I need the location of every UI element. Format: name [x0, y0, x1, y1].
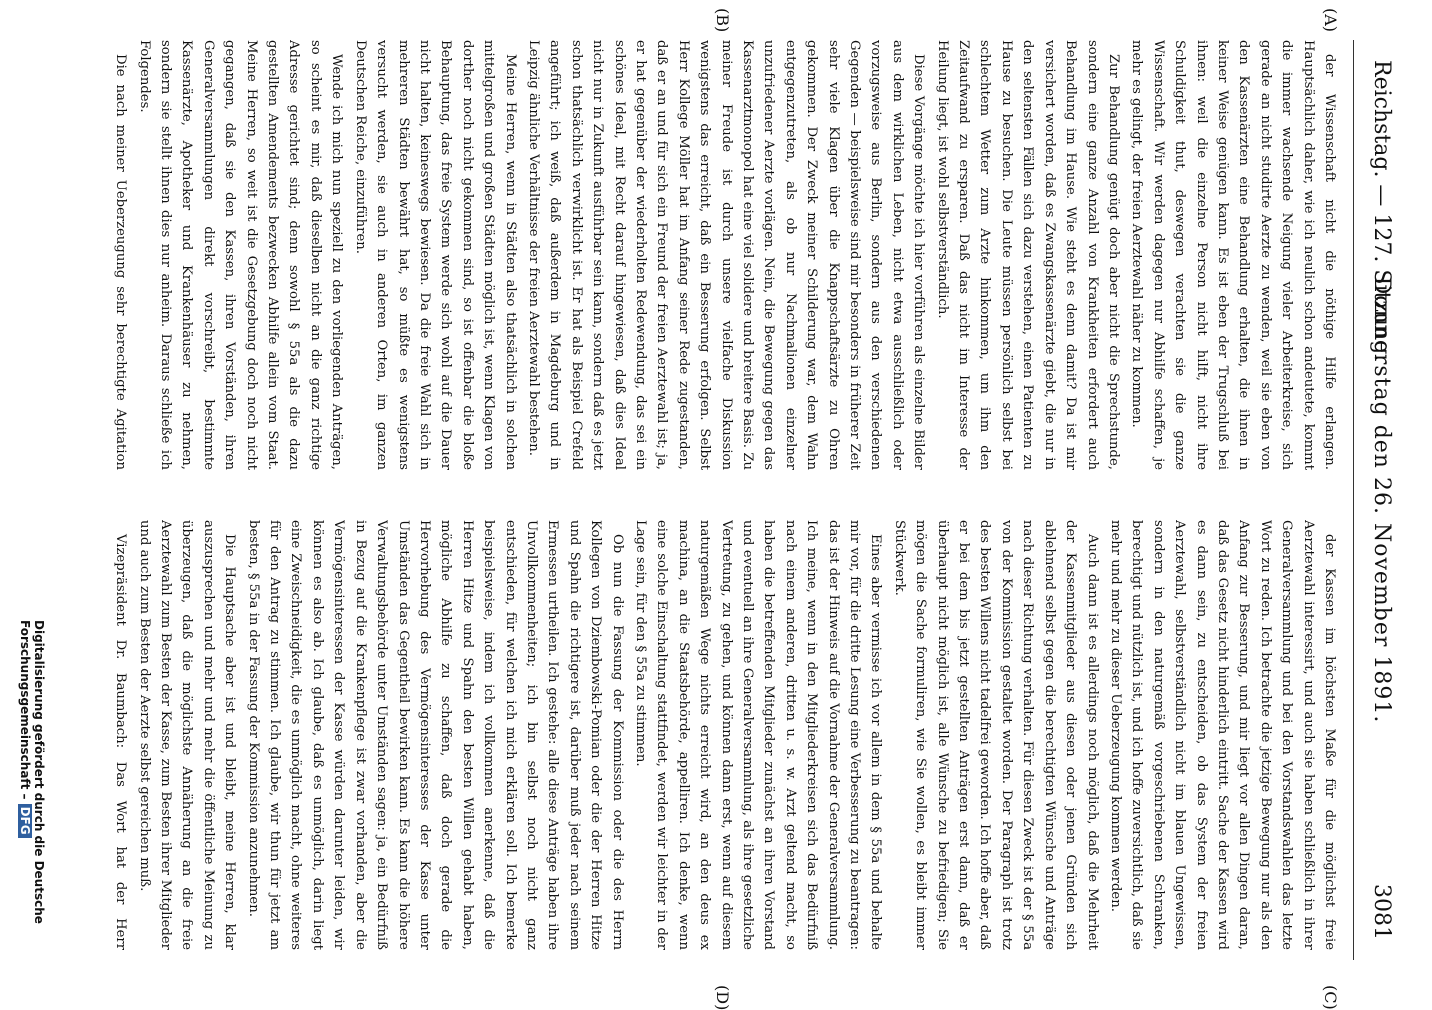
dfg-badge: DFG — [18, 804, 32, 838]
paragraph: Wende ich mich nun speziell zu den vorliegenden Anträgen, so scheint es mir, daß dieselben nicht an die ganz richtige Adresse gerichtet sind; denn sowohl § 55a als die dazu gestellten Amendements bezwecken Abhilfe allein vom Staat. Meine Herren, so weit ist die Gesetzgebung doch noch nicht gegangen, daß sie den Kassen, ihren Vorständen, ihren Generalversammlungen direkt vorschreibt, bestimmte Kassenärzte, Apotheker und Krankenhäuser zu nehmen, sondern sie stellt ihnen dies nur anheim. Daraus schließe ich Folgendes. — [136, 40, 345, 470]
margin-mark-a: (A) — [1321, 8, 1340, 33]
header-date: Donnerstag den 26. November 1891. — [1369, 276, 1394, 724]
page-number: 3081 — [1369, 884, 1394, 940]
paragraph: Ob nun die Fassung der Kommission oder die des Herrn Kollegen von Dziembowski-Pomian oder die der Herren Hitze und Spahn die richtigere ist, darüber muß jeder nach seinem Ermessen urtheilen. Ich gestehe: alle diese Anträge haben ihre Unvollkommenheiten; ich bin selbst noch nicht ganz entschieden, für welchen ich mich erklären soll. Ich bemerke beispielsweise, indem ich vollkommen anerkenne, daß die Herren Hitze und Spahn den besten Willen gehabt haben, mögliche Abhilfe zu schaffen, daß doch gerade die Hervorhebung des Vermögensinteresses der Kasse unter Umständen das Gegentheil bewirken kann. Es kann die höhere Verwaltungsbehörde unter Umständen sagen: ja, ein Bedürfniß in Bezug auf die Krankenpflege ist zwar vorhanden, aber die Vermögensinteressen der Kasse würden darunter leiden, wir können es also ab. Ich glaube, daß es unmöglich, darin liegt eine Zweischneidigkeit, die es unmöglich macht, ohne weiteres für den Antrag zu stimmen. Ich glaube, wir thun für jetzt am besten, § 55a in der Fassung der Kommission anzunehmen. — [245, 520, 625, 950]
digitization-credit — [18, 620, 46, 1000]
paragraph: der Kassen im höchsten Maße für die möglichst freie Aerztewahl interessirt, und auch sie haben schließlich in ihrer Generalversammlung und bei den Vorstandswahlen das letzte Wort zu reden. Ich betrachte die jetzige Bewegung nur als den Anfang zur Besserung, und mir liegt vor allen Dingen daran, daß das Gesetz nicht hinderlich eintritt. Sache der Kassen wird es dann sein, zu entscheiden, ob das System der freien Aerztewahl, selbstverständlich nicht im blauen Ungewissen, sondern in den naturgemäß vorgeschriebenen Schranken, berechtigt und nützlich ist, und ich hoffe zuversichtlich, daß sie mehr und mehr zu dieser Ueberzeugung kommen werden. — [1107, 520, 1337, 950]
paragraph: Eines aber vermisse ich vor allem in dem § 55a und behalte mir vor, für die dritte Lesung eine Verbesserung zu beantragen: das ist der Hinweis auf die Vornahme der Generalversammlung. Ich meine, wenn in den Mitgliederkreisen sich das Bedürfniß nach einem anderen, dritten u. s. w. Arzt geltend macht, so haben die betreffenden Mitglieder zunächst an ihren Vorstand und eventuell an ihre Generalversammlung, als ihre gesetzliche Vertretung, zu gehen, und können dann erst, wenn auf diesem naturgemäßen Wege nichts erreicht wird, an den deus ex machina, an die Staatsbehörde, appelliren. Ich denke, wenn eine solche Einschaltung stattfindet, werden wir leichter in der Lage sein, für den § 55a zu stimmen. — [633, 520, 884, 950]
header-left: Reichstag. — 127. Sitzung. — [1369, 60, 1394, 362]
text-column-right — [110, 520, 1340, 950]
margin-mark-b: (B) — [713, 8, 732, 33]
paragraph: Die Hauptsache aber ist und bleibt, meine Herren, klar auszusprechen und mehr und mehr die öffentliche Meinung zu überzeugen, daß die möglichste Annäherung an die freie Aerztewahl zum Besten der Kasse, zum Besten ihrer Mitglieder und auch zum Besten der Aerzte selbst gereichen muß. — [136, 520, 238, 950]
margin-mark-d: (D) — [713, 985, 732, 1010]
margin-mark-c: (C) — [1321, 985, 1340, 1010]
paragraph: Meine Herren, wenn in Städten also thatsächlich in solchen mittelgroßen und großen Städten möglich ist, wenn Klagen von dorther noch nicht gekommen sind, so ist offenbar die bloße Behauptung, das freie System werde sich wohl auf die Dauer nicht halten, keineswegs bewiesen. Da die freie Wahl sich in mehreren Städten bewährt hat, so müßte es wenigstens versucht werden, sie auch in anderen Orten, im ganzen Deutschen Reiche, einzuführen. — [352, 40, 518, 470]
paragraph: Zur Behandlung genügt doch aber nicht die Sprechstunde, sondern eine ganze Anzahl von Krankheiten erfordert auch Behandlung im Hause. Wie steht es denn damit? Da ist mir versichert worden, daß es Zwangskassenärzte giebt, die nur in den seltensten Fällen sich dazu verstehen, einen Patienten zu Hause zu besuchen. Die Leute müssen persönlich selbst bei schlechtem Wetter zum Arzte hinkommen, um ihm den Zeitaufwand zu ersparen. Daß das nicht im Interesse der Heilung liegt, ist wohl selbstverständlich. — [934, 40, 1121, 470]
text-column-left — [110, 40, 1340, 470]
running-header — [1362, 40, 1402, 960]
paragraph: Vizepräsident Dr. Baumbach: Das Wort hat der Herr — [113, 534, 129, 950]
paragraph: der Wissenschaft nicht die nöthige Hilfe erlangen. Hauptsächlich daher, wie ich neulich schon andeutete, kommt die immer wachsende Neigung vieler Arbeiterkreise, sich gerade an nicht studirte Aerzte zu wenden, weil sie eben von den Kassenärzten eine Behandlung erhalten, die ihnen in keiner Weise genügen kann. Es ist eben der Trugschluß bei ihnen: weil die einzelne Person nicht hilft, nicht ihre Schuldigkeit thut, deswegen verachten sie die ganze Wissenschaft. Wir werden dagegen nur Abhilfe schaffen, je mehr es gelingt, der freien Aerztewahl näher zu kommen. — [1129, 40, 1337, 470]
paragraph: Auch dann ist es allerdings noch möglich, daß die Mehrheit der Kassenmitglieder aus diesen oder jenen Gründen sich ablehnend selbst gegen die berechtigten Wünsche und Anträge nach dieser Richtung verhalten. Für diesen Zweck ist der § 55a von der Kommission gestaltet worden. Der Paragraph ist trotz des besten Willens nicht tadelfrei geworden. Ich hoffe aber, daß er bei dem bis jetzt gestellten Anträgen erst dann, daß er überhaupt nicht möglich ist, alle Wünsche zu befriedigen; Sie mögen die Sache formuliren, wie Sie wollen, es bleibt immer Stückwerk. — [891, 520, 1100, 950]
paragraph: Die nach meiner Ueberzeugung sehr berechtigte Agitation — [113, 54, 129, 470]
paragraph: Diese Vorgänge möchte ich hier vorführen als einzelne Bilder aus dem wirklichen Leben, nicht etwa ausschließlich oder vorzugsweise aus Berlin, sondern aus den verschiedenen Gegenden — beispielsweise sind mir besonders in früherer Zeit sehr viele Klagen über die Knappschaftsärzte zu Ohren gekommen. Der Zweck meiner Schilderung war, dem Wahn entgegenzutreten, als ob nur Nachmalionen einzelner unzufriedener Aerzte vorlägen. Nein, die Bewegung gegen das Kassenarztmonopol hat eine viel solidere und breitere Basis. Zu meiner Freude ist durch unsere vielfache Diskussion wenigstens das erreicht, daß ein Besserung erfolgen. Selbst Herr Kollege Möller hat im Anfang seiner Rede zugestanden, daß er an und für sich ein Freund der freien Aerztewahl ist; ja, er hat gegenüber der wiederholten Redewendung, das sei ein schönes Ideal, mit Recht darauf hingewiesen, daß dies Ideal nicht nur in Zukunft ausführbar sein kann, sondern daß es jetzt schon thatsächlich verwirklicht ist. Er hat als Beispiel Crefeld angeführt; ich weiß, daß außerdem in Magdeburg und in Leipzig ähnliche Verhältnisse der freien Aerztewahl bestehen. — [525, 40, 927, 470]
credit-text: Digitalisierung gefördert durch die Deutsche Forschungsgemeinschaft – — [18, 620, 46, 924]
header-rule — [1353, 40, 1354, 960]
